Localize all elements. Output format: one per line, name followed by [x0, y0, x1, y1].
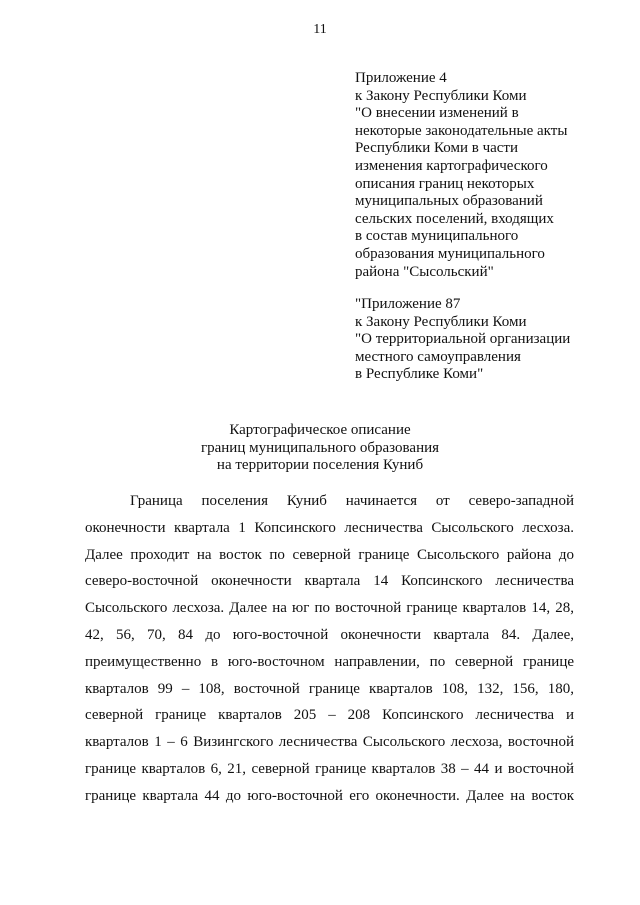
boundary-description-text	[85, 488, 574, 810]
body-line: кварталов 99 – 108, восточной границе кварталов 108, 132, 156, 180,	[85, 680, 574, 697]
body-line: Граница поселения Куниб начинается от северо-западной	[130, 493, 574, 509]
appendix-4-line: Приложение 4	[355, 70, 447, 86]
body-line: 42, 56, 70, 84 до юго-восточной оконечности квартала 84. Далее,	[85, 626, 574, 643]
body-line: Далее проходит на восток по северной границе Сысольского района до	[85, 546, 574, 563]
document-title-line: границ муниципального образования	[200, 439, 440, 456]
appendix-4-line: описания границ некоторых	[355, 175, 535, 192]
page-number: 11	[313, 22, 327, 37]
document-title-line: на территории поселения Куниб	[216, 457, 424, 474]
appendix-4-line: района "Сысольский"	[355, 263, 494, 280]
appendix-87-line: "О территориальной организации	[355, 331, 571, 348]
appendix-4-line: сельских поселений, входящих	[355, 210, 554, 227]
document-title-line: Картографическое описание	[229, 422, 411, 438]
appendix-4-line: образования муниципального	[355, 245, 545, 262]
appendix-4-line: некоторые законодательные акты	[355, 122, 568, 139]
body-line: кварталов 1 – 6 Визингского лесничества Сысольского лесхоза, восточной	[85, 734, 574, 751]
appendix-4-line: "О внесении изменений в	[355, 105, 519, 122]
appendix-4-line: Республики Коми в части	[355, 140, 519, 157]
body-line: северо-восточной оконечности квартала 14 Копсинского лесничества	[85, 573, 574, 590]
appendix-87-line: к Закону Республики Коми	[355, 313, 527, 330]
body-line: Сысольского лесхоза. Далее на юг по восточной границе кварталов 14, 28,	[85, 600, 574, 617]
document-title	[0, 422, 640, 475]
appendix-87-line: местного самоуправления	[355, 348, 521, 365]
body-line: оконечности квартала 1 Копсинского лесничества Сысольского лесхоза.	[85, 519, 574, 536]
appendix-4-header	[355, 70, 625, 281]
body-line: северной границе кварталов 205 – 208 Копсинского лесничества и	[85, 707, 574, 724]
body-line: границе кварталов 6, 21, северной границе кварталов 38 – 44 и восточной	[85, 760, 574, 777]
appendix-87-line: в Республике Коми"	[355, 366, 484, 383]
appendix-87-header	[355, 296, 625, 384]
appendix-87-line: "Приложение 87	[355, 296, 461, 312]
appendix-4-line: изменения картографического	[355, 157, 548, 174]
body-line: преимущественно в юго-восточном направлении, по северной границе	[85, 653, 574, 670]
appendix-4-line: в состав муниципального	[355, 228, 519, 245]
appendix-4-line: к Закону Республики Коми	[355, 87, 527, 104]
body-line: границе квартала 44 до юго-восточной его оконечности. Далее на восток	[85, 787, 574, 804]
appendix-4-line: муниципальных образований	[355, 193, 543, 210]
